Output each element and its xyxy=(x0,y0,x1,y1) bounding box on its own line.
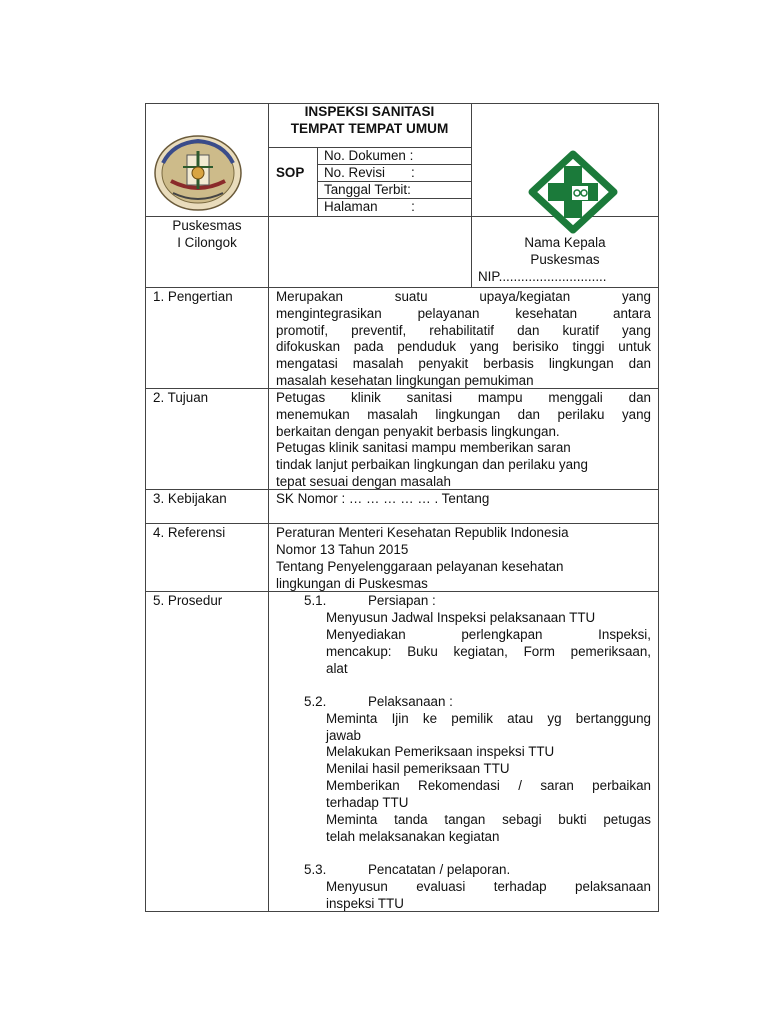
puskesmas-cross-icon xyxy=(528,150,618,234)
step-title: Pelaksanaan : xyxy=(368,694,453,709)
sop-label: SOP xyxy=(276,165,305,180)
nip-field: NIP............................. xyxy=(478,269,607,284)
section-label-tujuan: 2. Tujuan xyxy=(153,390,209,405)
step-number: 5.1. xyxy=(304,593,327,608)
tujuan-text-a: Petugas klinik sanitasi mampu menggali dan menemukan masalah lingkungan dan perilaku yang berkaitan dengan penyakit berbasis lingkungan. xyxy=(276,390,651,439)
kebijakan-text: SK Nomor : … … … … … . Tentang xyxy=(276,491,490,506)
referensi-line: Nomor 13 Tahun 2015 xyxy=(276,542,409,557)
procedure-item: Menilai hasil pemeriksaan TTU xyxy=(326,761,510,776)
step-number: 5.3. xyxy=(304,862,327,877)
section-label-pengertian: 1. Pengertian xyxy=(153,289,233,304)
section-label-kebijakan: 3. Kebijakan xyxy=(153,491,227,506)
pengertian-text: Merupakan suatu upaya/kegiatan yang mengintegrasikan pelayanan kesehatan antara promotif, preventif, rehabilitatif dan kuratif yang difokuskan pada penduduk yang berisiko tinggi untuk mengatasi masalah penyakit berbasis lingkungan dan masalah kesehatan lingkungan pemukiman xyxy=(276,289,651,388)
referensi-line: Peraturan Menteri Kesehatan Republik Indonesia xyxy=(276,525,569,540)
regional-seal-icon xyxy=(153,133,243,213)
page-field: Halaman : xyxy=(324,199,415,214)
org-name-line1: Puskesmas xyxy=(172,218,242,233)
head-name-line1: Nama Kepala xyxy=(524,235,606,250)
procedure-item: Memberikan Rekomendasi / saran perbaikan terhadap TTU xyxy=(326,778,651,810)
document-title-line2: TEMPAT TEMPAT UMUM xyxy=(290,121,449,136)
referensi-line: lingkungan di Puskesmas xyxy=(276,576,428,591)
procedure-item: Menyediakan perlengkapan Inspeksi, mencakup: Buku kegiatan, Form pemeriksaan, alat xyxy=(326,627,651,676)
section-label-prosedur: 5. Prosedur xyxy=(153,593,223,608)
procedure-item: Meminta tanda tangan sebagi bukti petugas telah melaksanakan kegiatan xyxy=(326,812,651,844)
issue-date-field: Tanggal Terbit: xyxy=(324,182,411,197)
procedure-item: Menyusun Jadwal Inspeksi pelaksanaan TTU xyxy=(326,610,596,625)
procedure-item: Menyusun evaluasi terhadap pelaksanaan inspeksi TTU xyxy=(326,879,651,911)
procedure-item: Melakukan Pemeriksaan inspeksi TTU xyxy=(326,744,555,759)
org-name-line2: I Cilongok xyxy=(177,235,237,250)
step-title: Pencatatan / pelaporan. xyxy=(368,862,511,877)
step-number: 5.2. xyxy=(304,694,327,709)
section-label-referensi: 4. Referensi xyxy=(153,525,226,540)
doc-number-field: No. Dokumen : xyxy=(324,148,414,163)
procedure-item: Meminta Ijin ke pemilik atau yg bertanggung jawab xyxy=(326,711,651,743)
document-title-line1: INSPEKSI SANITASI xyxy=(304,104,435,119)
head-name-line2: Puskesmas xyxy=(530,252,600,267)
step-title: Persiapan : xyxy=(368,593,436,608)
revision-field: No. Revisi : xyxy=(324,165,415,180)
tujuan-text-b: Petugas klinik sanitasi mampu memberikan saran tindak lanjut perbaikan lingkungan dan perilaku yang tepat sesuai dengan masalah xyxy=(276,440,588,489)
referensi-line: Tentang Penyelenggaraan pelayanan kesehatan xyxy=(276,559,564,574)
